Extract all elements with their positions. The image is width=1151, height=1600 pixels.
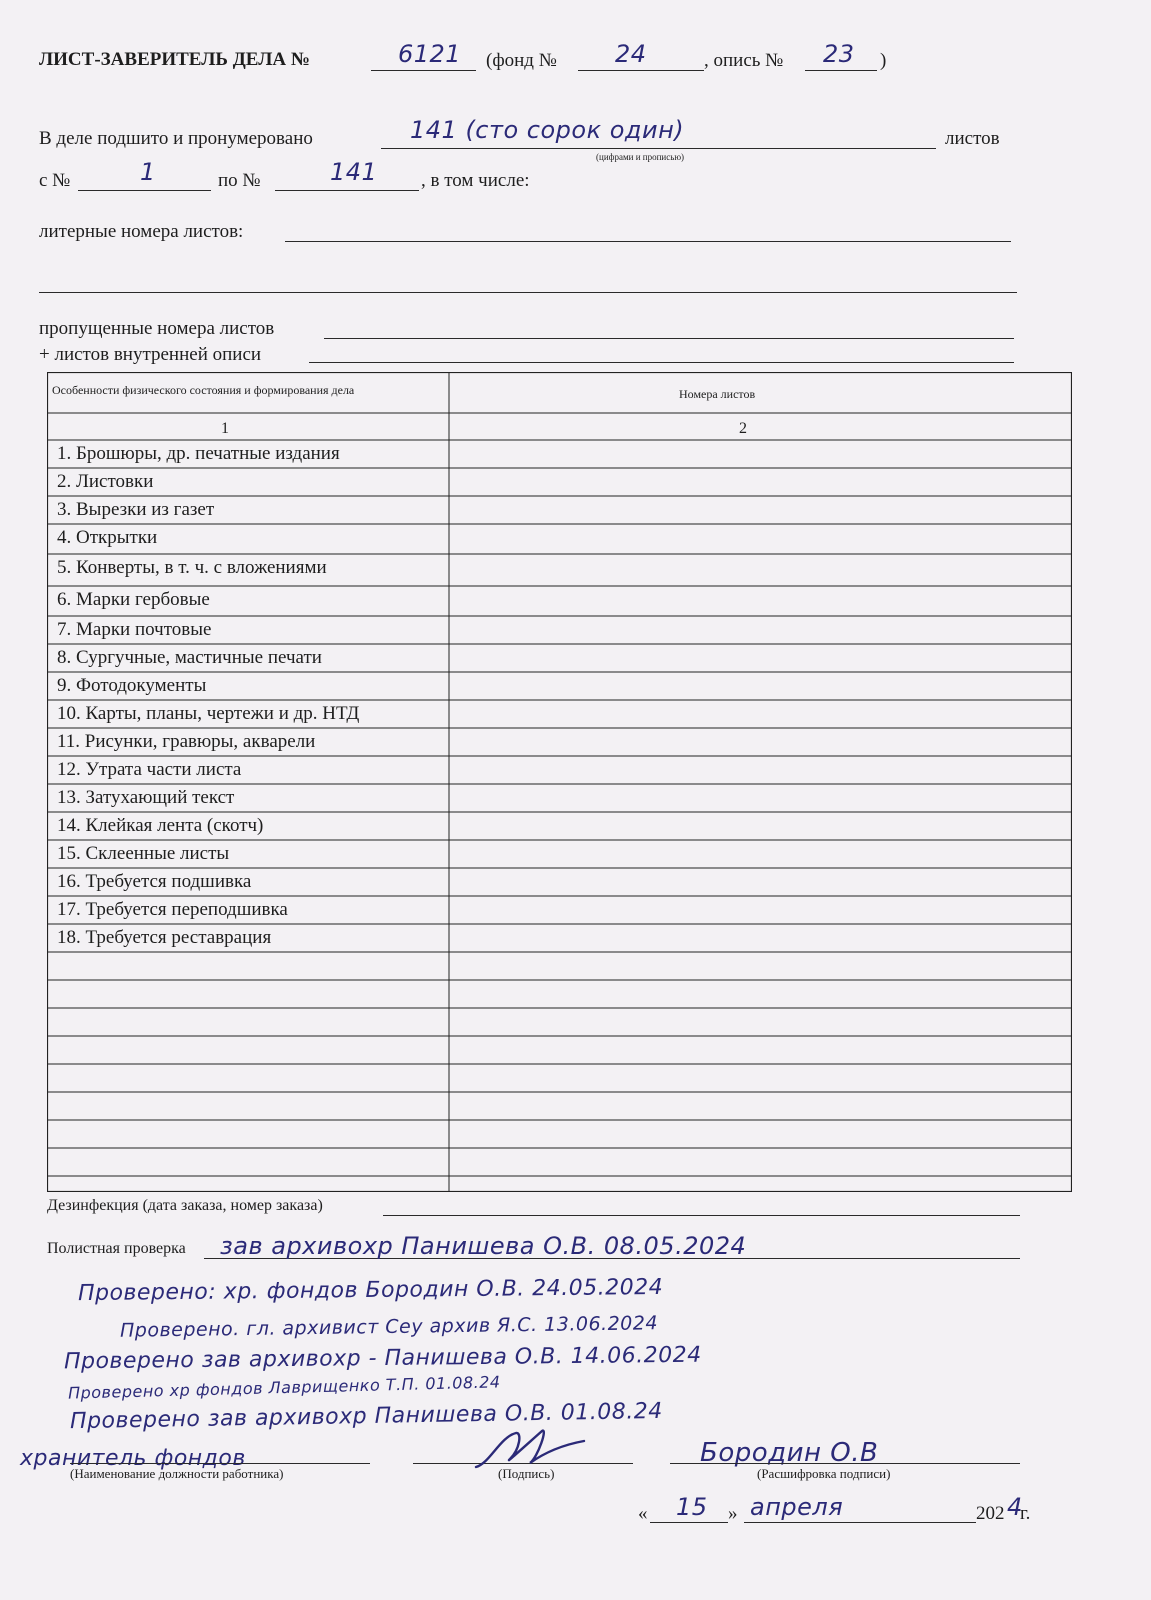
sheets-count: 141 (сто сорок один) xyxy=(410,116,685,144)
table-row-label: 15. Склеенные листы xyxy=(57,843,230,864)
to-label: по № xyxy=(218,170,261,191)
incl-label: , в том числе: xyxy=(421,170,530,191)
check-label: Полистная проверка xyxy=(47,1240,186,1257)
table-row-label: 11. Рисунки, гравюры, акварели xyxy=(57,731,316,752)
sheets-intro: В деле подшито и пронумеровано xyxy=(39,128,313,149)
date-year-digit: 4 xyxy=(1007,1493,1023,1521)
from-line xyxy=(78,190,211,191)
check-entry-2: Проверено: хр. фондов Бородин О.В. 24.05.2024 xyxy=(77,1274,664,1307)
disinfection-line xyxy=(383,1215,1020,1216)
missing-label: пропущенные номера листов xyxy=(39,318,275,339)
table-row-label: 6. Марки гербовые xyxy=(57,589,210,610)
table-row-label: 18. Требуется реставрация xyxy=(57,927,272,948)
letters-line-2 xyxy=(39,292,1017,293)
to-value: 141 xyxy=(330,158,378,186)
letters-label: литерные номера листов: xyxy=(39,221,244,242)
disinfection-label: Дезинфекция (дата заказа, номер заказа) xyxy=(47,1197,323,1214)
fond-line xyxy=(578,70,704,71)
date-day-line xyxy=(650,1522,728,1523)
opis-line xyxy=(805,70,877,71)
col2-number: 2 xyxy=(739,420,747,437)
check-entry-5: Проверено хр фондов Лаврищенко Т.П. 01.08.24 xyxy=(67,1372,501,1403)
table-row-label: 2. Листовки xyxy=(57,471,154,492)
missing-line xyxy=(324,338,1014,339)
date-year-prefix: 202 xyxy=(976,1503,1005,1524)
table-grid xyxy=(47,372,1072,1192)
table-row-label: 17. Требуется переподшивка xyxy=(57,899,288,920)
date-open-quote: « xyxy=(638,1503,648,1524)
to-line xyxy=(275,190,419,191)
date-year-suffix: г. xyxy=(1020,1503,1031,1524)
fond-label: (фонд № xyxy=(486,50,557,71)
sheets-hint: (цифрами и прописью) xyxy=(596,152,685,162)
sheets-count-line xyxy=(381,148,936,149)
name-caption: (Расшифровка подписи) xyxy=(757,1466,891,1481)
features-table xyxy=(47,372,1072,1192)
inner-line xyxy=(309,362,1014,363)
table-row-label: 5. Конверты, в т. ч. с вложениями xyxy=(57,557,327,578)
position-caption: (Наименование должности работника) xyxy=(70,1466,284,1481)
name-handwritten: Бородин О.В xyxy=(700,1438,879,1468)
fond-number: 24 xyxy=(615,40,647,68)
date-close-quote: » xyxy=(728,1503,738,1524)
inner-label: + листов внутренней описи xyxy=(39,344,262,365)
close-paren: ) xyxy=(880,50,887,71)
date-day: 15 xyxy=(676,1493,708,1521)
check-entry-4: Проверено зав архивохр - Панишева О.В. 14.06.2024 xyxy=(63,1342,702,1375)
table-row-label: 10. Карты, планы, чертежи и др. НТД xyxy=(57,703,360,724)
table-row-label: 12. Утрата части листа xyxy=(57,759,242,780)
opis-label: , опись № xyxy=(704,50,784,71)
table-row-label: 13. Затухающий текст xyxy=(57,787,235,808)
table-row-label: 4. Открытки xyxy=(57,527,158,548)
col1-header: Особенности физического состояния и формирования дела xyxy=(52,383,355,397)
title-label: ЛИСТ-ЗАВЕРИТЕЛЬ ДЕЛА № xyxy=(39,49,310,70)
table-row-label: 14. Клейкая лента (скотч) xyxy=(57,815,264,836)
check-entry-1: зав архивохр Панишева О.В. 08.05.2024 xyxy=(220,1232,747,1260)
check-entry-6: Проверено зав архивохр Панишева О.В. 01.08.24 xyxy=(69,1398,663,1435)
check-entry-3: Проверено. гл. архивист Сеу архив Я.С. 13.06.2024 xyxy=(119,1312,659,1342)
sign-caption: (Подпись) xyxy=(498,1466,555,1481)
table-row-label: 8. Сургучные, мастичные печати xyxy=(57,647,322,668)
from-value: 1 xyxy=(140,158,156,186)
col2-header: Номера листов xyxy=(679,387,756,401)
from-label: с № xyxy=(39,170,71,191)
sheets-word: листов xyxy=(945,128,1000,149)
position-line xyxy=(70,1463,370,1464)
table-row-label: 3. Вырезки из газет xyxy=(57,499,215,520)
opis-number: 23 xyxy=(823,40,855,68)
letters-line xyxy=(285,241,1011,242)
table-row-label: 1. Брошюры, др. печатные издания xyxy=(57,443,340,464)
table-row-label: 9. Фотодокументы xyxy=(57,675,207,696)
date-month: апреля xyxy=(750,1493,844,1521)
name-line xyxy=(670,1463,1020,1464)
position-handwritten: хранитель фондов xyxy=(20,1446,246,1471)
table-row-label: 7. Марки почтовые xyxy=(57,619,212,640)
table-border xyxy=(48,373,1072,1192)
table-row-label: 16. Требуется подшивка xyxy=(57,871,252,892)
col1-number: 1 xyxy=(221,420,229,437)
case-number-line xyxy=(371,70,476,71)
case-number: 6121 xyxy=(398,40,462,68)
date-month-line xyxy=(744,1522,976,1523)
